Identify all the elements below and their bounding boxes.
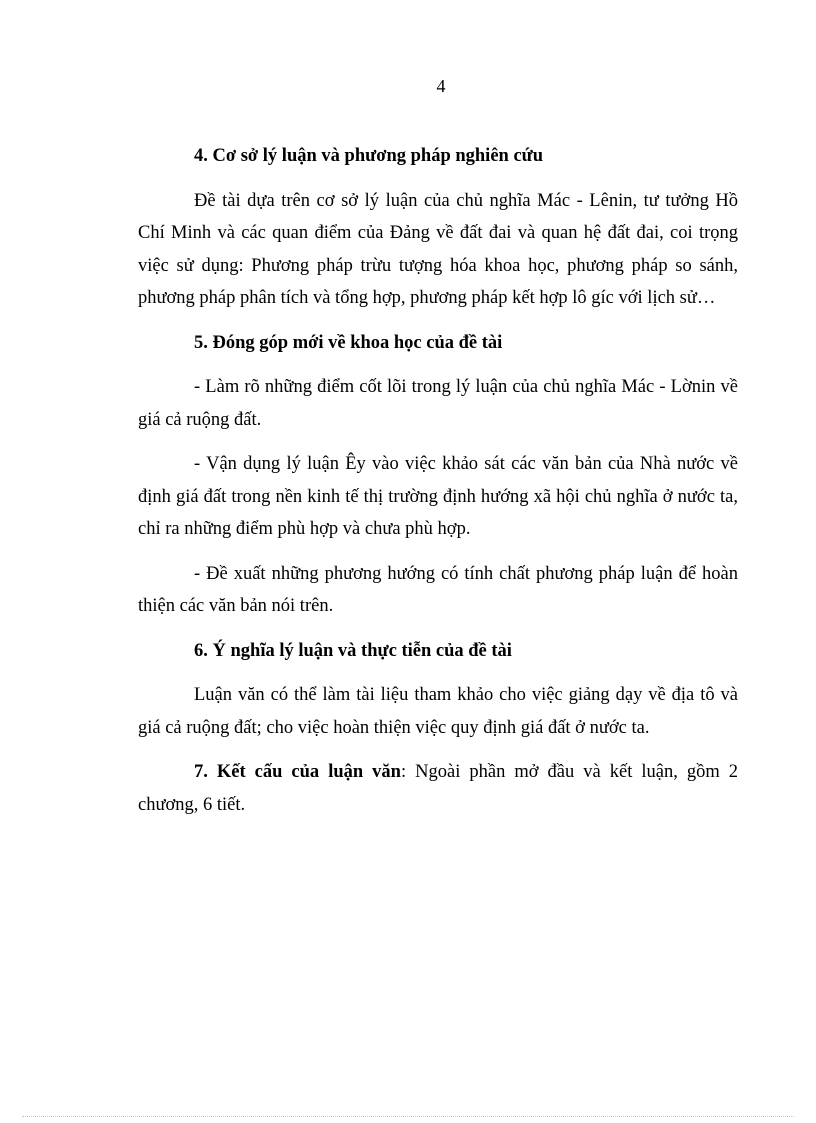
document-body (138, 140, 738, 833)
section-5-heading: 5. Đóng góp mới về khoa học của đề tài (194, 332, 503, 353)
page-bottom-divider (22, 1116, 794, 1117)
section-5-item-1: - Làm rõ những điểm cốt lõi trong lý luận của chủ nghĩa Mác - Lờnin về giá cả ruộng đất. (138, 377, 738, 430)
section-7-text: : Ngoài phần mở đầu và kết luận, gồm 2 chương, 6 tiết. (138, 762, 738, 815)
section-6-heading: 6. Ý nghĩa lý luận và thực tiễn của đề tài (194, 640, 512, 661)
section-4-heading: 4. Cơ sở lý luận và phương pháp nghiên cứu (194, 146, 544, 166)
section-4-paragraph: Đề tài dựa trên cơ sở lý luận của chủ nghĩa Mác - Lênin, tư tưởng Hồ Chí Minh và các quan điểm của Đảng về đất đai và quan hệ đất đai, coi trọng việc sử dụng: Phương pháp trừu tượng hóa khoa học, phương pháp so sánh, phương pháp phân tích và tổng hợp, phương pháp kết hợp lô gíc với lịch sử… (138, 190, 738, 308)
section-5-item-2: - Vận dụng lý luận Êy vào việc khảo sát các văn bản của Nhà nước về định giá đất trong nền kinh tế thị trường định hướng xã hội chủ nghĩa ở nước ta, chỉ ra những điểm phù hợp và chưa phù hợp. (138, 454, 738, 539)
section-7-heading: 7. Kết cấu của luận văn (194, 762, 401, 782)
section-6-paragraph: Luận văn có thể làm tài liệu tham khảo cho việc giảng dạy về địa tô và giá cả ruộng đất; cho việc hoàn thiện việc quy định giá đất ở nước ta. (138, 685, 738, 738)
section-5-item-3: - Đề xuất những phương hướng có tính chất phương pháp luận để hoàn thiện các văn bản nói trên. (138, 563, 738, 616)
page-number: 4 (436, 76, 446, 96)
section-7-paragraph (138, 756, 738, 821)
